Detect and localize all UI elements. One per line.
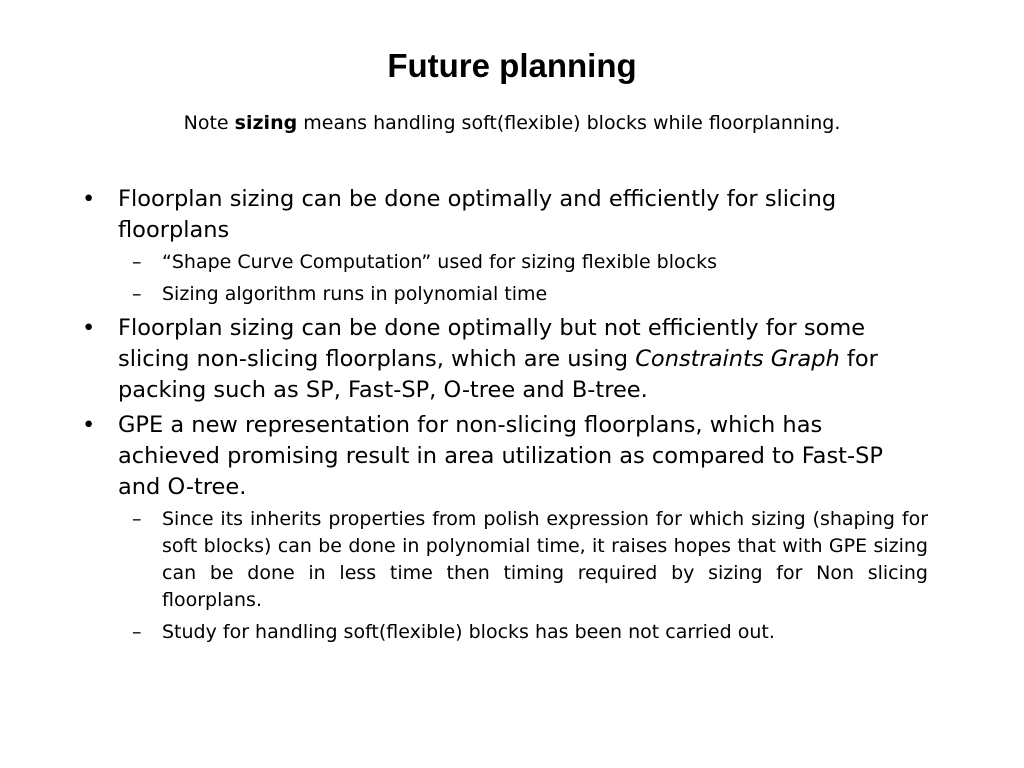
sub-bullet-item — [118, 506, 928, 614]
sub-bullet-item — [118, 619, 928, 646]
bullet-list — [82, 184, 928, 651]
bullet-text-after: for packing such as SP, Fast-SP, O-tree and B-tree. — [118, 346, 878, 403]
bullet-text: Floorplan sizing can be done optimally and efficiently for slicing floorplans — [118, 186, 837, 243]
bullet-item-3 — [82, 410, 928, 646]
sub-bullet-item — [118, 249, 928, 276]
dash-icon: – — [132, 283, 142, 305]
sub-bullet-list — [118, 506, 928, 646]
bullet-text — [118, 315, 878, 403]
slide-title: Future planning — [387, 47, 637, 84]
sub-bullet-text: Sizing algorithm runs in polynomial time — [162, 283, 548, 305]
sub-bullet-text: “Shape Curve Computation” used for sizing flexible blocks — [162, 251, 717, 273]
bullet-italic-term: Constraints Graph — [635, 346, 840, 372]
sub-bullet-item — [118, 281, 928, 308]
bullet-item-2 — [82, 313, 928, 406]
bullet-icon: • — [82, 315, 96, 341]
dash-icon: – — [132, 251, 142, 273]
note-line — [0, 110, 1024, 136]
dash-icon: – — [132, 621, 142, 643]
note-suffix: means handling soft(flexible) blocks while floorplanning. — [297, 112, 841, 134]
note-prefix: Note — [183, 112, 235, 134]
sub-bullet-text: Since its inherits properties from polish expression for which sizing (shaping for soft blocks) can be done in polynomial time, it raises hopes that with GPE sizing can be done in less time then timing required by sizing for Non slicing floorplans. — [162, 508, 928, 611]
bullet-icon: • — [82, 412, 96, 438]
dash-icon: – — [132, 508, 142, 530]
bullet-item-1 — [82, 184, 928, 308]
bullet-text: GPE a new representation for non-slicing floorplans, which has achieved promising result in area utilization as compared to Fast-SP and O-tree. — [118, 412, 883, 500]
bullet-text-before: Floorplan sizing can be done optimally but not efficiently for some slicing non-slicing floorplans, which are using — [118, 315, 866, 372]
note-bold-term: sizing — [234, 112, 298, 134]
sub-bullet-text: Study for handling soft(flexible) blocks has been not carried out. — [162, 621, 775, 643]
sub-bullet-list — [118, 249, 928, 308]
bullet-icon: • — [82, 186, 96, 212]
